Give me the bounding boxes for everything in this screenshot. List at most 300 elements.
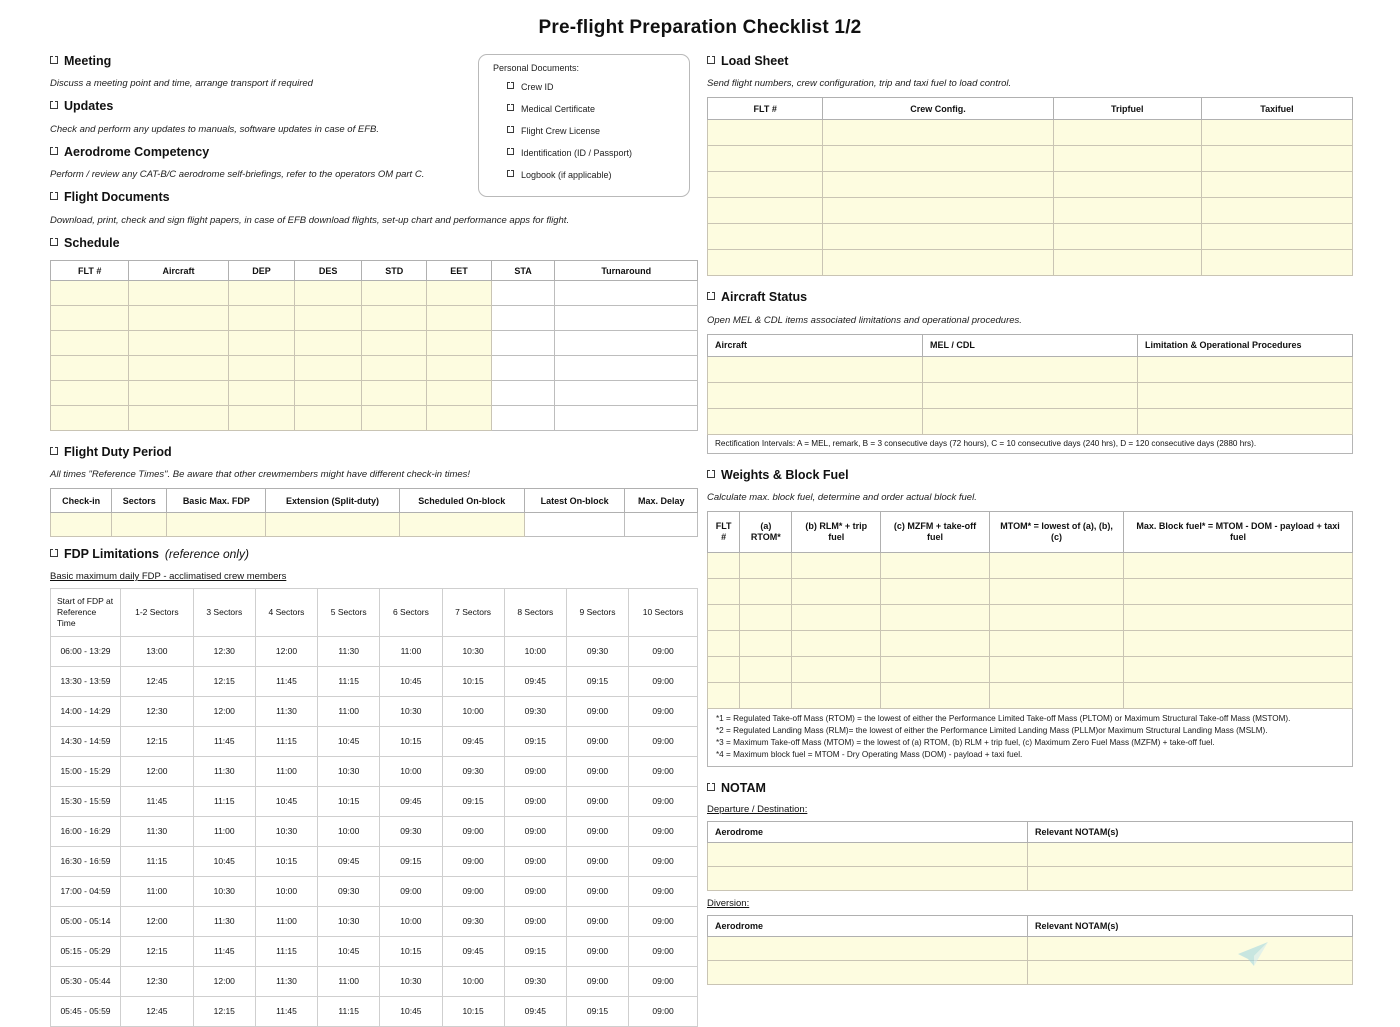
table-cell[interactable]: [1138, 408, 1353, 434]
fdp-value: 11:45: [255, 996, 317, 1026]
table-cell[interactable]: [1053, 250, 1201, 276]
fdp-value: 10:30: [442, 636, 504, 666]
table-cell[interactable]: [823, 250, 1053, 276]
table-cell[interactable]: [1053, 224, 1201, 250]
table-cell[interactable]: [295, 406, 362, 431]
fdp-time-range: 05:45 - 05:59: [51, 996, 121, 1026]
checkbox-icon[interactable]: [707, 783, 715, 791]
table-cell[interactable]: [792, 605, 881, 631]
heading-label: Meeting: [64, 54, 112, 68]
table-cell[interactable]: [823, 146, 1053, 172]
fdp-value: 09:00: [442, 846, 504, 876]
checkbox-icon[interactable]: [50, 147, 58, 155]
table-cell[interactable]: [491, 331, 555, 356]
table-cell[interactable]: [923, 382, 1138, 408]
fdp-value: 09:30: [380, 816, 442, 846]
fdp-value: 13:00: [121, 636, 194, 666]
table-cell[interactable]: [555, 406, 698, 431]
personal-document-label: Crew ID: [521, 82, 554, 92]
fdp-value: 09:45: [318, 846, 380, 876]
section-heading-notam: [707, 779, 1353, 797]
table-cell[interactable]: [228, 406, 295, 431]
heading-label: Flight Duty Period: [64, 445, 172, 459]
checkbox-icon[interactable]: [707, 292, 715, 300]
table-cell[interactable]: [491, 381, 555, 406]
table-cell[interactable]: [792, 579, 881, 605]
column-header: 7 Sectors: [442, 588, 504, 636]
table-cell[interactable]: [51, 356, 129, 381]
column-header: MTOM* = lowest of (a), (b), (c): [990, 512, 1124, 553]
fdp-value: 09:00: [629, 966, 698, 996]
table-cell[interactable]: [708, 408, 923, 434]
table-row: [51, 356, 698, 381]
column-header: Latest On-block: [524, 489, 625, 513]
fdp-value: 09:00: [629, 756, 698, 786]
table-cell[interactable]: [708, 683, 740, 709]
notam-departure-table: [707, 821, 1353, 891]
table-cell[interactable]: [167, 513, 266, 537]
table-row: [51, 846, 698, 876]
checkbox-icon[interactable]: [507, 170, 514, 177]
fdp-value: 11:45: [193, 936, 255, 966]
table-cell[interactable]: [1201, 120, 1352, 146]
table-cell[interactable]: [51, 281, 129, 306]
table-cell[interactable]: [129, 356, 228, 381]
fdp-value: 12:30: [193, 636, 255, 666]
fdp-value: 10:45: [255, 786, 317, 816]
checkbox-icon[interactable]: [707, 470, 715, 478]
fdp-value: 12:45: [121, 996, 194, 1026]
heading-note: (reference only): [164, 547, 249, 562]
column-header: STA: [491, 261, 555, 281]
table-cell[interactable]: [112, 513, 167, 537]
table-cell[interactable]: [51, 331, 129, 356]
fdp-value: 12:15: [193, 996, 255, 1026]
checkbox-icon[interactable]: [50, 447, 58, 455]
fdp-value: 09:00: [380, 876, 442, 906]
table-cell[interactable]: [792, 657, 881, 683]
fdp-value: 09:00: [629, 876, 698, 906]
fdp-value: 11:45: [121, 786, 194, 816]
table-cell[interactable]: [295, 331, 362, 356]
table-cell[interactable]: [708, 120, 823, 146]
table-cell[interactable]: [1201, 198, 1352, 224]
column-header: Extension (Split-duty): [266, 489, 399, 513]
table-cell[interactable]: [792, 683, 881, 709]
table-cell[interactable]: [1053, 120, 1201, 146]
fdp-value: 09:00: [442, 876, 504, 906]
fdp-time-range: 06:00 - 13:29: [51, 636, 121, 666]
table-cell[interactable]: [427, 406, 491, 431]
table-cell[interactable]: [1028, 843, 1353, 867]
table-cell[interactable]: [923, 408, 1138, 434]
table-header-row: [708, 98, 1353, 120]
table-cell[interactable]: [792, 631, 881, 657]
personal-document-label: Medical Certificate: [521, 104, 596, 114]
table-cell[interactable]: [1053, 172, 1201, 198]
fdp-value: 11:00: [380, 636, 442, 666]
table-row: [51, 666, 698, 696]
table-cell[interactable]: [51, 406, 129, 431]
table-cell[interactable]: [1053, 198, 1201, 224]
fdp-time-range: 17:00 - 04:59: [51, 876, 121, 906]
fdp-value: 10:00: [442, 696, 504, 726]
fdp-value: 11:45: [255, 666, 317, 696]
table-cell[interactable]: [740, 553, 792, 579]
table-cell[interactable]: [362, 381, 427, 406]
column-header: Max. Block fuel* = MTOM - DOM - payload + taxi fuel: [1124, 512, 1353, 553]
fdp-time-range: 14:30 - 14:59: [51, 726, 121, 756]
table-cell[interactable]: [1028, 961, 1353, 985]
table-cell[interactable]: [228, 356, 295, 381]
table-cell[interactable]: [792, 553, 881, 579]
table-cell[interactable]: [990, 579, 1124, 605]
table-row: [708, 382, 1353, 408]
fdp-value: 10:30: [255, 816, 317, 846]
personal-document-item[interactable]: [507, 126, 689, 136]
fdp-value: 09:15: [442, 786, 504, 816]
left-column: [50, 52, 698, 1027]
fdp-value: 09:00: [629, 846, 698, 876]
column-header: FLT #: [51, 261, 129, 281]
table-cell[interactable]: [823, 198, 1053, 224]
fdp-value: 09:00: [629, 996, 698, 1026]
fdp-value: 12:30: [121, 966, 194, 996]
table-cell[interactable]: [295, 381, 362, 406]
fdp-value: 09:00: [566, 726, 628, 756]
fdp-value: 09:45: [442, 936, 504, 966]
table-cell[interactable]: [228, 306, 295, 331]
fdp-value: 10:15: [380, 936, 442, 966]
table-cell[interactable]: [491, 356, 555, 381]
fdp-time-range: 05:15 - 05:29: [51, 936, 121, 966]
fdp-value: 11:15: [318, 666, 380, 696]
table-row: [51, 306, 698, 331]
column-header: 5 Sectors: [318, 588, 380, 636]
page-title: Pre-flight Preparation Checklist 1/2: [538, 17, 862, 38]
table-row: [51, 936, 698, 966]
table-cell[interactable]: [555, 356, 698, 381]
table-cell[interactable]: [708, 356, 923, 382]
table-row: [708, 961, 1353, 985]
fdp-value: 09:00: [629, 726, 698, 756]
column-header: (a) RTOM*: [740, 512, 792, 553]
table-cell[interactable]: [708, 657, 740, 683]
column-header: Turnaround: [555, 261, 698, 281]
table-row: [708, 198, 1353, 224]
table-cell[interactable]: [1028, 867, 1353, 891]
column-header: Relevant NOTAM(s): [1028, 916, 1353, 937]
table-cell[interactable]: [708, 250, 823, 276]
table-header-row: [708, 512, 1353, 553]
section-heading-load-sheet: [707, 52, 1353, 70]
table-cell[interactable]: [1201, 250, 1352, 276]
table-cell[interactable]: [427, 281, 491, 306]
personal-document-label: Identification (ID / Passport): [521, 148, 633, 158]
table-cell[interactable]: [708, 224, 823, 250]
section-heading-weights-block-fuel: [707, 466, 1353, 484]
table-cell[interactable]: [708, 382, 923, 408]
table-header-row: [708, 334, 1353, 356]
fdp-limitations-subtitle: Basic maximum daily FDP - acclimatised crew members: [50, 570, 287, 582]
weights-footnotes: [707, 709, 1353, 767]
table-cell[interactable]: [129, 281, 228, 306]
table-cell[interactable]: [295, 306, 362, 331]
table-cell[interactable]: [881, 683, 990, 709]
table-cell[interactable]: [1124, 605, 1353, 631]
table-cell[interactable]: [362, 331, 427, 356]
table-cell[interactable]: [1124, 553, 1353, 579]
fdp-value: 12:45: [121, 666, 194, 696]
fdp-value: 10:00: [380, 756, 442, 786]
fdp-time-range: 05:00 - 05:14: [51, 906, 121, 936]
table-cell[interactable]: [1201, 224, 1352, 250]
aircraft-status-description: Open MEL & CDL items associated limitations and operational procedures.: [707, 314, 1022, 326]
checkbox-icon[interactable]: [507, 104, 514, 111]
fdp-value: 12:15: [193, 666, 255, 696]
fdp-value: 11:30: [255, 966, 317, 996]
table-cell[interactable]: [427, 306, 491, 331]
fdp-value: 09:00: [504, 756, 566, 786]
table-cell[interactable]: [823, 172, 1053, 198]
fdp-value: 09:15: [566, 996, 628, 1026]
table-cell[interactable]: [1201, 172, 1352, 198]
table-cell[interactable]: [362, 281, 427, 306]
fdp-value: 10:00: [380, 906, 442, 936]
fdp-value: 09:00: [442, 816, 504, 846]
table-cell[interactable]: [427, 331, 491, 356]
table-row: [708, 146, 1353, 172]
table-cell[interactable]: [362, 356, 427, 381]
table-cell[interactable]: [881, 579, 990, 605]
column-header: (b) RLM* + trip fuel: [792, 512, 881, 553]
table-cell[interactable]: [708, 579, 740, 605]
checkbox-icon[interactable]: [507, 126, 514, 133]
table-cell[interactable]: [823, 120, 1053, 146]
table-cell[interactable]: [740, 605, 792, 631]
table-cell[interactable]: [228, 281, 295, 306]
table-cell[interactable]: [625, 513, 698, 537]
updates-description: Check and perform any updates to manuals, software updates in case of EFB.: [50, 123, 379, 135]
table-cell[interactable]: [990, 657, 1124, 683]
column-header: DEP: [228, 261, 295, 281]
table-cell[interactable]: [1124, 683, 1353, 709]
fdp-time-range: 15:00 - 15:29: [51, 756, 121, 786]
column-header: FLT #: [708, 512, 740, 553]
section-heading-schedule: [50, 234, 698, 252]
table-cell[interactable]: [228, 381, 295, 406]
fdp-value: 11:30: [193, 906, 255, 936]
table-cell[interactable]: [51, 306, 129, 331]
table-row: [708, 683, 1353, 709]
table-cell[interactable]: [295, 281, 362, 306]
column-header: Aerodrome: [708, 822, 1028, 843]
table-cell[interactable]: [990, 631, 1124, 657]
column-header: 8 Sectors: [504, 588, 566, 636]
table-cell[interactable]: [555, 306, 698, 331]
fdp-value: 09:00: [629, 786, 698, 816]
table-cell[interactable]: [823, 224, 1053, 250]
fdp-value: 10:45: [380, 666, 442, 696]
table-cell[interactable]: [708, 198, 823, 224]
table-cell[interactable]: [555, 281, 698, 306]
rectification-note: Rectification Intervals: A = MEL, remark, B = 3 consecutive days (72 hours), C = 10 consecutive days (240 hrs), D = 120 consecutive days (2880 hrs).: [708, 434, 1353, 453]
checkbox-icon[interactable]: [50, 192, 58, 200]
fdp-value: 10:45: [380, 996, 442, 1026]
table-cell[interactable]: [427, 356, 491, 381]
fdp-value: 11:00: [318, 966, 380, 996]
table-cell[interactable]: [555, 331, 698, 356]
table-cell[interactable]: [1138, 382, 1353, 408]
fdp-value: 09:00: [566, 846, 628, 876]
heading-label: Updates: [64, 99, 114, 114]
fdp-value: 10:45: [318, 726, 380, 756]
fdp-value: 09:15: [504, 936, 566, 966]
load-sheet-table: [707, 97, 1353, 276]
table-cell[interactable]: [1201, 146, 1352, 172]
table-cell[interactable]: [427, 381, 491, 406]
checkbox-icon[interactable]: [50, 56, 58, 64]
table-cell[interactable]: [362, 406, 427, 431]
checkbox-icon[interactable]: [50, 101, 58, 109]
meeting-description: Discuss a meeting point and time, arrange transport if required: [50, 78, 313, 90]
table-cell[interactable]: [923, 356, 1138, 382]
checkbox-icon[interactable]: [507, 82, 514, 89]
fdp-value: 09:30: [566, 636, 628, 666]
table-cell[interactable]: [990, 553, 1124, 579]
table-cell[interactable]: [708, 961, 1028, 985]
fdp-value: 09:00: [504, 846, 566, 876]
personal-document-item[interactable]: [507, 170, 689, 180]
fdp-value: 10:15: [255, 846, 317, 876]
fdp-time-range: 15:30 - 15:59: [51, 786, 121, 816]
table-cell[interactable]: [1124, 657, 1353, 683]
table-cell[interactable]: [399, 513, 524, 537]
table-row: [708, 579, 1353, 605]
table-row: [708, 867, 1353, 891]
table-cell[interactable]: [51, 513, 112, 537]
table-cell[interactable]: [708, 605, 740, 631]
table-cell[interactable]: [129, 381, 228, 406]
table-cell[interactable]: [362, 306, 427, 331]
table-cell[interactable]: [881, 631, 990, 657]
table-cell[interactable]: [740, 579, 792, 605]
table-cell[interactable]: [491, 281, 555, 306]
fdp-value: 11:00: [121, 876, 194, 906]
column-header: 1-2 Sectors: [121, 588, 194, 636]
table-cell[interactable]: [708, 631, 740, 657]
fdp-value: 09:00: [629, 906, 698, 936]
personal-document-label: Flight Crew License: [521, 126, 601, 136]
table-cell[interactable]: [1028, 937, 1353, 961]
table-cell[interactable]: [524, 513, 625, 537]
checkbox-icon[interactable]: [50, 238, 58, 246]
column-header: Relevant NOTAM(s): [1028, 822, 1353, 843]
table-cell[interactable]: [491, 306, 555, 331]
table-cell[interactable]: [708, 553, 740, 579]
table-cell[interactable]: [990, 683, 1124, 709]
table-row: [51, 513, 698, 537]
fdp-value: 10:45: [318, 936, 380, 966]
table-cell[interactable]: [740, 631, 792, 657]
table-cell[interactable]: [740, 657, 792, 683]
heading-label: Aerodrome Competency: [64, 144, 210, 159]
table-cell[interactable]: [295, 356, 362, 381]
fdp-time-range: 14:00 - 14:29: [51, 696, 121, 726]
footnote: *2 = Regulated Landing Mass (RLM)= the lowest of either the Performance Limited Landing Mass (PLLM)or Maximum Structural Landing Mass (MSLM).: [716, 726, 1268, 736]
table-cell[interactable]: [708, 172, 823, 198]
checkbox-icon[interactable]: [507, 148, 514, 155]
personal-document-item[interactable]: [507, 82, 689, 92]
table-cell[interactable]: [881, 605, 990, 631]
table-cell[interactable]: [708, 843, 1028, 867]
right-column: [707, 52, 1353, 985]
table-cell[interactable]: [228, 331, 295, 356]
fdp-value: 09:45: [504, 666, 566, 696]
table-cell[interactable]: [129, 331, 228, 356]
fdp-value: 09:00: [566, 876, 628, 906]
table-cell[interactable]: [708, 937, 1028, 961]
table-cell[interactable]: [1124, 579, 1353, 605]
table-cell[interactable]: [129, 406, 228, 431]
table-cell[interactable]: [491, 406, 555, 431]
heading-label: Load Sheet: [721, 54, 789, 68]
table-row: [708, 657, 1353, 683]
table-cell[interactable]: [51, 381, 129, 406]
fdp-value: 09:00: [566, 756, 628, 786]
aircraft-status-table: [707, 334, 1353, 454]
flight-duty-period-table: [50, 488, 698, 537]
checkbox-icon[interactable]: [707, 56, 715, 64]
table-cell[interactable]: [740, 683, 792, 709]
table-row: [51, 696, 698, 726]
column-header: DES: [295, 261, 362, 281]
fdp-time-range: 13:30 - 13:59: [51, 666, 121, 696]
table-cell[interactable]: [990, 605, 1124, 631]
fdp-value: 09:00: [629, 696, 698, 726]
fdp-value: 09:15: [380, 846, 442, 876]
table-cell[interactable]: [129, 306, 228, 331]
table-cell[interactable]: [1053, 146, 1201, 172]
column-header: 6 Sectors: [380, 588, 442, 636]
table-row: [708, 553, 1353, 579]
table-cell[interactable]: [1138, 356, 1353, 382]
fdp-value: 09:45: [504, 996, 566, 1026]
table-row: [51, 816, 698, 846]
column-header: Crew Config.: [823, 98, 1053, 120]
table-cell[interactable]: [708, 867, 1028, 891]
fdp-value: 09:30: [504, 696, 566, 726]
table-cell[interactable]: [1124, 631, 1353, 657]
table-row: [51, 726, 698, 756]
table-cell[interactable]: [881, 553, 990, 579]
table-row: [708, 250, 1353, 276]
personal-document-item[interactable]: [507, 148, 689, 158]
fdp-limitations-table: [50, 588, 698, 1027]
checkbox-icon[interactable]: [50, 549, 58, 557]
personal-document-item[interactable]: [507, 104, 689, 114]
personal-document-label: Logbook (if applicable): [521, 170, 612, 180]
table-cell[interactable]: [708, 146, 823, 172]
fdp-value: 10:15: [442, 666, 504, 696]
table-cell[interactable]: [555, 381, 698, 406]
table-row: [708, 937, 1353, 961]
fdp-value: 09:00: [504, 876, 566, 906]
fdp-value: 10:00: [318, 816, 380, 846]
column-header: Limitation & Operational Procedures: [1138, 334, 1353, 356]
table-cell[interactable]: [266, 513, 399, 537]
table-cell[interactable]: [881, 657, 990, 683]
